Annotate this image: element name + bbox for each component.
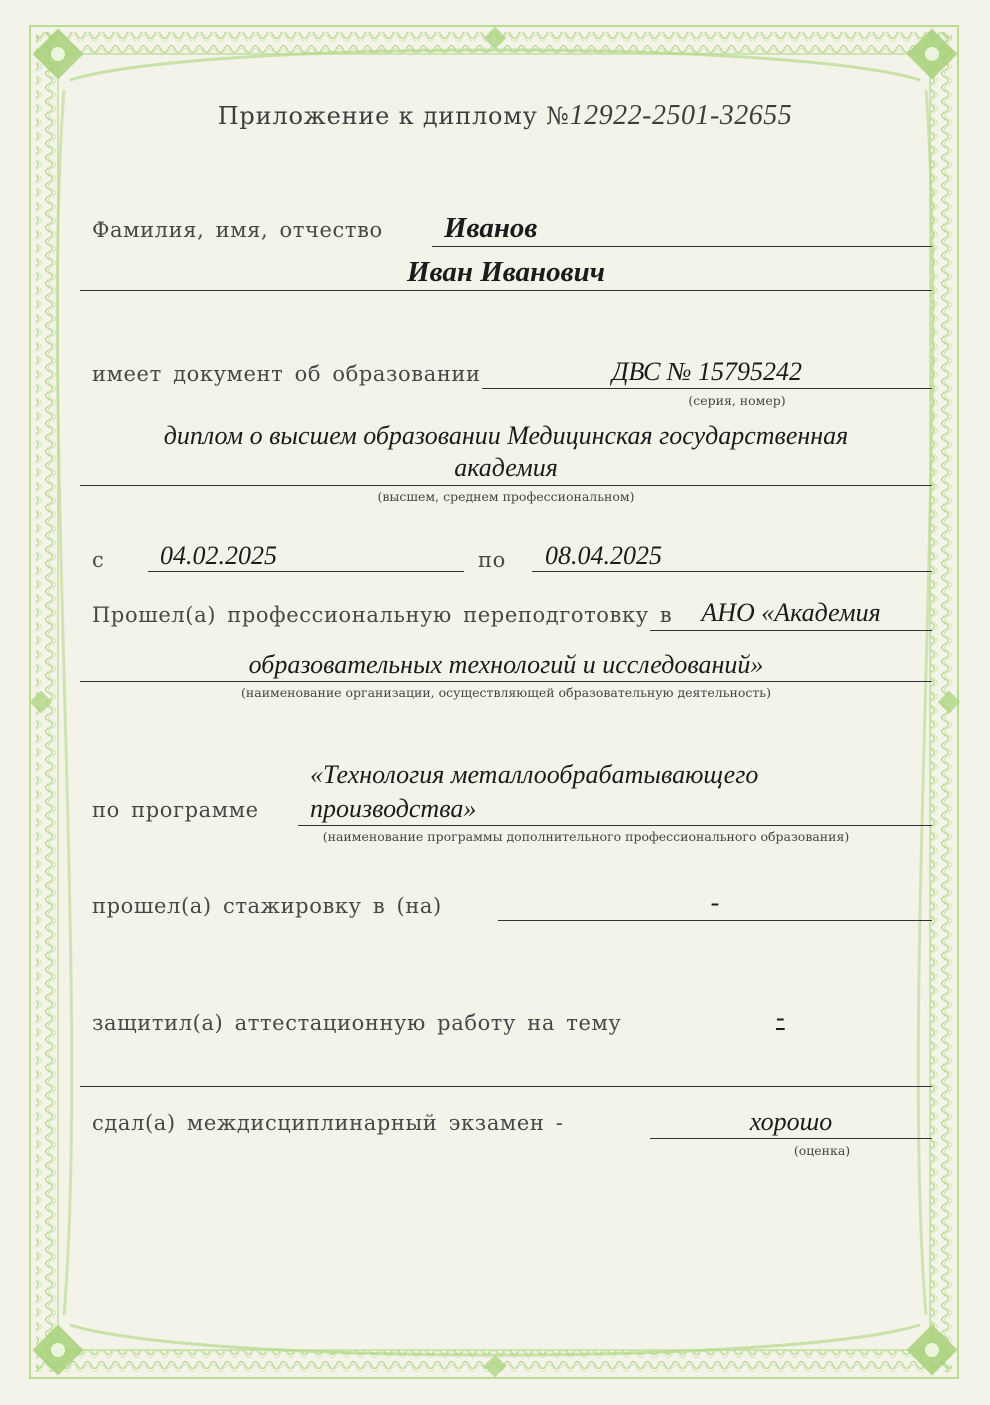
exam-grade-line — [650, 1138, 932, 1139]
exam-label: сдал(а) междисциплинарный экзамен - — [92, 1111, 564, 1135]
program-label: по программе — [92, 798, 259, 822]
internship-label: прошел(а) стажировку в (на) — [92, 894, 442, 918]
surname-line — [432, 246, 932, 247]
period-to-date: 08.04.2025 — [545, 541, 662, 570]
given-names-line — [80, 290, 932, 291]
document-number-value: ДВС № 15795242 — [611, 357, 803, 386]
education-label: имеет документ об образовании — [92, 362, 481, 386]
program-name-line — [298, 825, 932, 826]
education-description-line1: диплом о высшем образовании Медицинская государственная — [163, 421, 849, 450]
retraining-org-hint: (наименование организации, осуществляющей образовательную деятельность) — [241, 685, 771, 700]
education-description-line2: академия — [454, 453, 558, 482]
internship-line — [498, 920, 932, 921]
program-hint: (наименование программы дополнительного профессионального образования) — [322, 829, 850, 844]
fio-label: Фамилия, имя, отчество — [92, 218, 383, 242]
education-description-line — [80, 485, 932, 486]
program-name-line1: «Технология металлообрабатывающего — [310, 760, 759, 789]
thesis-line — [80, 1086, 932, 1087]
period-to-line — [532, 571, 932, 572]
period-from-label: с — [92, 548, 105, 572]
exam-grade-value: хорошо — [749, 1107, 833, 1136]
exam-grade-hint: (оценка) — [793, 1143, 851, 1158]
retraining-org-line1: АНО «Академия — [701, 598, 881, 627]
period-from-date: 04.02.2025 — [160, 541, 277, 570]
page-title — [0, 100, 990, 132]
title-prefix: Приложение к диплому № — [217, 102, 570, 130]
retraining-org-line2-underline — [80, 681, 932, 682]
document-number-hint: (серия, номер) — [688, 393, 786, 408]
program-name-line2: производства» — [310, 794, 477, 823]
given-names-value: Иван Иванович — [407, 256, 605, 288]
surname-value: Иванов — [444, 212, 538, 244]
diploma-number: 12922-2501-32655 — [569, 100, 793, 131]
period-from-line — [148, 571, 464, 572]
retraining-org-line2: образовательных технологий и исследований» — [248, 650, 764, 679]
retraining-label: Прошел(а) профессиональную переподготовку в — [92, 603, 673, 627]
thesis-value: - — [776, 1003, 785, 1032]
internship-value: - — [710, 888, 720, 917]
retraining-org-line1-underline — [650, 630, 932, 631]
document-number-line — [482, 388, 932, 389]
thesis-label: защитил(а) аттестационную работу на тему — [92, 1011, 622, 1035]
period-to-label: по — [478, 548, 506, 572]
education-level-hint: (высшем, среднем профессиональном) — [377, 489, 635, 504]
